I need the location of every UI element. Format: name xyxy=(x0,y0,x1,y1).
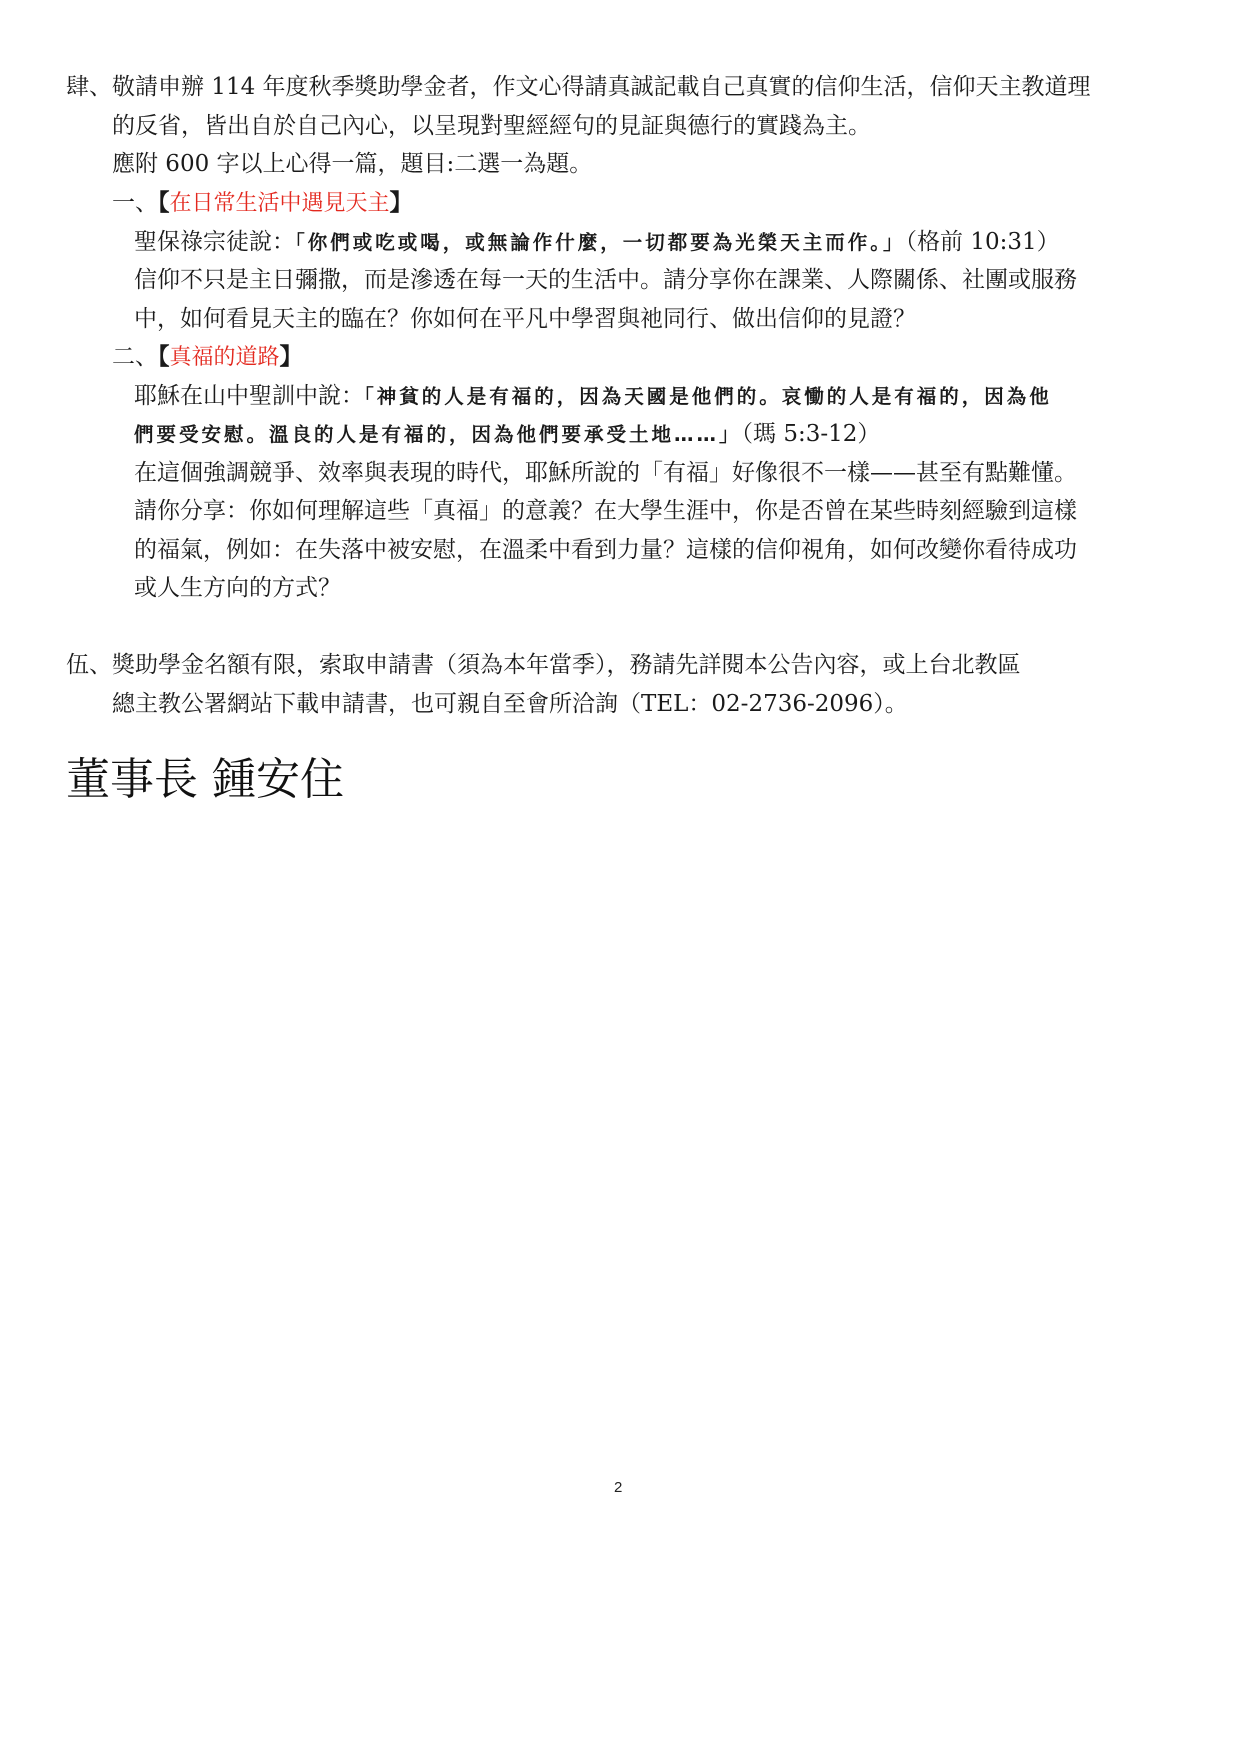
chairman-signature: 董事長 鍾安住 xyxy=(66,754,344,805)
topic2-quote-part2: 們要受安慰。溫良的人是有福的，因為他們要承受土地……」 xyxy=(134,423,742,446)
topic1-heading xyxy=(112,188,413,219)
topic2-body-line3: 的福氣，例如：在失落中被安慰，在溫柔中看到力量？這樣的信仰視角，如何改變你看待成功 xyxy=(134,537,1077,563)
topic1-quote-ref: （格前 10:31） xyxy=(905,229,1060,255)
section4-line2: 的反省，皆出自於自己內心，以呈現對聖經經句的見証與德行的實踐為主。 xyxy=(112,113,871,139)
topic2-open-bracket: 【 xyxy=(158,343,170,370)
topic2-quote-part1: 「神貧的人是有福的，因為天國是他們的。哀慟的人是有福的，因為他 xyxy=(364,385,1052,408)
topic2-quote-intro: 耶穌在山中聖訓中說： xyxy=(134,383,364,409)
topic1-body-line1: 信仰不只是主日彌撒，而是滲透在每一天的生活中。請分享你在課業、人際關係、社團或服務 xyxy=(134,267,1077,293)
topic1-body-line2: 中，如何看見天主的臨在？你如何在平凡中學習與祂同行、做出信仰的見證？ xyxy=(134,306,916,332)
topic1-quote-intro: 聖保祿宗徒說： xyxy=(134,229,295,255)
topic2-close-bracket: 】 xyxy=(279,343,303,370)
topic2-heading xyxy=(112,342,303,373)
topic2-quote-line2 xyxy=(134,419,880,450)
topic2-body-line2: 請你分享：你如何理解這些「真福」的意義？在大學生涯中，你是否曾在某些時刻經驗到這樣 xyxy=(134,498,1077,524)
topic1-quote-line xyxy=(134,227,1060,258)
topic2-body-line1: 在這個強調競爭、效率與表現的時代，耶穌所說的「有福」好像很不一樣——甚至有點難懂。 xyxy=(134,460,1077,486)
topic1-open-bracket: 【 xyxy=(158,189,170,216)
topic2-prefix: 二、 xyxy=(112,344,158,370)
topic2-quote-line1 xyxy=(134,381,1052,412)
topic2-title: 真福的道路 xyxy=(169,345,280,370)
section4-line1: 肆、敬請申辦 114 年度秋季獎助學金者，作文心得請真誠記載自己真實的信仰生活，信仰天主教道理 xyxy=(66,74,1091,100)
section5-line1: 伍、獎助學金名額有限，索取申請書（須為本年當季），務請先詳閱本公告內容，或上台北教區 xyxy=(66,652,1021,678)
topic1-quote: 「你們或吃或喝，或無論作什麼，一切都要為光榮天主而作。」 xyxy=(295,231,906,254)
topic1-prefix: 一、 xyxy=(112,190,158,216)
section4-line3: 應附 600 字以上心得一篇，題目:二選一為題。 xyxy=(112,151,593,177)
section5-line2: 總主教公署網站下載申請書，也可親自至會所洽詢（TEL：02-2736-2096）。 xyxy=(112,691,908,717)
topic1-title: 在日常生活中遇見天主 xyxy=(169,191,390,216)
topic2-quote-ref: （瑪 5:3-12） xyxy=(741,421,881,447)
page-number: 2 xyxy=(614,1479,623,1496)
topic2-body-line4: 或人生方向的方式？ xyxy=(134,575,341,601)
topic1-close-bracket: 】 xyxy=(389,189,413,216)
